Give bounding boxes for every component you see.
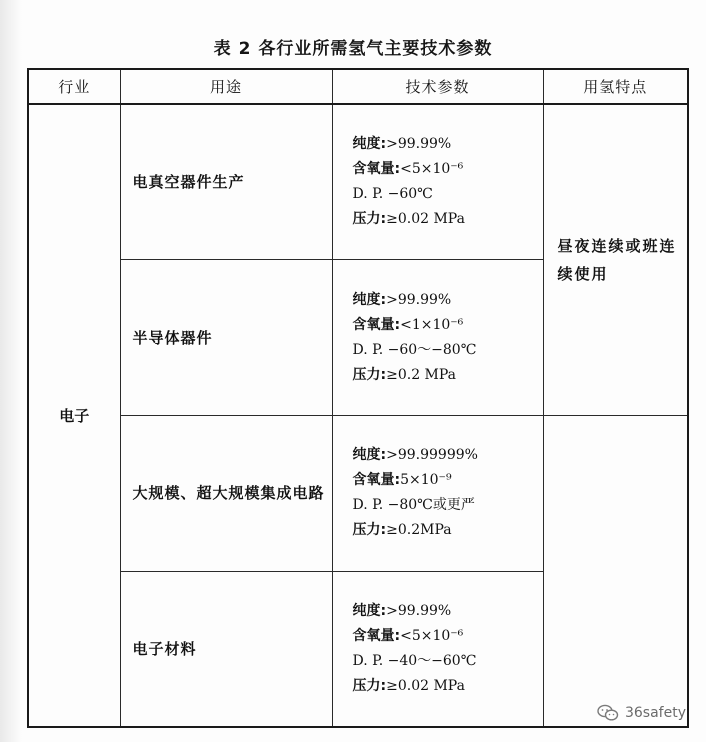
header-use: 用途: [120, 69, 332, 104]
purity-line: [353, 599, 543, 624]
industry-cell: 电子: [28, 104, 120, 727]
purity-label: 纯度:: [352, 291, 387, 308]
pressure-line: [353, 207, 543, 232]
hydrogen-parameters-table: [27, 68, 689, 728]
oxygen-value: <5×10⁻⁶: [400, 161, 464, 178]
table-row: [28, 104, 688, 260]
params-cell: [332, 104, 543, 260]
pressure-line: [353, 518, 543, 543]
purity-value: >99.99%: [386, 602, 452, 619]
purity-label: 纯度:: [352, 602, 387, 619]
oxygen-line: [353, 313, 543, 338]
pressure-value: ≥0.02 MPa: [386, 211, 465, 228]
purity-label: 纯度:: [352, 447, 387, 464]
pressure-line: [353, 674, 543, 699]
params-cell: [332, 260, 543, 416]
table-row: [28, 416, 688, 572]
oxygen-label: 含氧量:: [352, 472, 401, 489]
feature-cell-empty: [543, 416, 688, 728]
purity-line: [353, 443, 543, 468]
pressure-line: [353, 363, 543, 388]
oxygen-label: 含氧量:: [352, 316, 401, 333]
oxygen-label: 含氧量:: [352, 161, 401, 178]
oxygen-value: <5×10⁻⁶: [400, 627, 464, 644]
use-cell: 电子材料: [120, 571, 332, 727]
dew-point-line: D. P. −60℃: [352, 186, 433, 203]
scan-left-edge: [0, 0, 22, 742]
pressure-label: 压力:: [352, 522, 387, 539]
header-industry: 行业: [28, 69, 120, 104]
dew-point-line: D. P. −60～−80℃: [352, 341, 477, 358]
purity-value: >99.99%: [386, 136, 452, 153]
wechat-icon: [597, 704, 619, 722]
oxygen-label: 含氧量:: [352, 627, 401, 644]
pressure-label: 压力:: [352, 366, 387, 383]
purity-value: >99.99%: [386, 291, 452, 308]
pressure-value: ≥0.2MPa: [386, 522, 452, 539]
header-feature: 用氢特点: [543, 69, 688, 104]
purity-line: [353, 288, 543, 313]
oxygen-line: [353, 624, 543, 649]
header-params: 技术参数: [332, 69, 543, 104]
params-cell: [332, 571, 543, 727]
watermark-text: 36safety: [624, 705, 686, 721]
dew-point-line: D. P. −80℃或更严: [352, 497, 475, 514]
oxygen-value: <1×10⁻⁶: [400, 316, 464, 333]
purity-line: [353, 132, 543, 157]
oxygen-line: [353, 468, 543, 493]
watermark: [597, 704, 686, 722]
oxygen-line: [353, 157, 543, 182]
pressure-value: ≥0.2 MPa: [386, 366, 457, 383]
table-title: 表 2 各行业所需氢气主要技术参数: [213, 39, 493, 59]
purity-value: >99.99999%: [386, 447, 478, 464]
pressure-label: 压力:: [352, 211, 387, 228]
table-header-row: [28, 69, 688, 104]
feature-cell: 昼夜连续或班连续使用: [543, 104, 688, 416]
use-cell: 半导体器件: [120, 260, 332, 416]
params-cell: [332, 416, 543, 572]
use-cell: 大规模、超大规模集成电路: [120, 416, 332, 572]
use-cell: 电真空器件生产: [120, 104, 332, 260]
dew-point-line: D. P. −40～−60℃: [352, 652, 477, 669]
pressure-value: ≥0.02 MPa: [386, 677, 465, 694]
oxygen-value: 5×10⁻⁹: [400, 472, 452, 489]
purity-label: 纯度:: [352, 136, 387, 153]
pressure-label: 压力:: [352, 677, 387, 694]
